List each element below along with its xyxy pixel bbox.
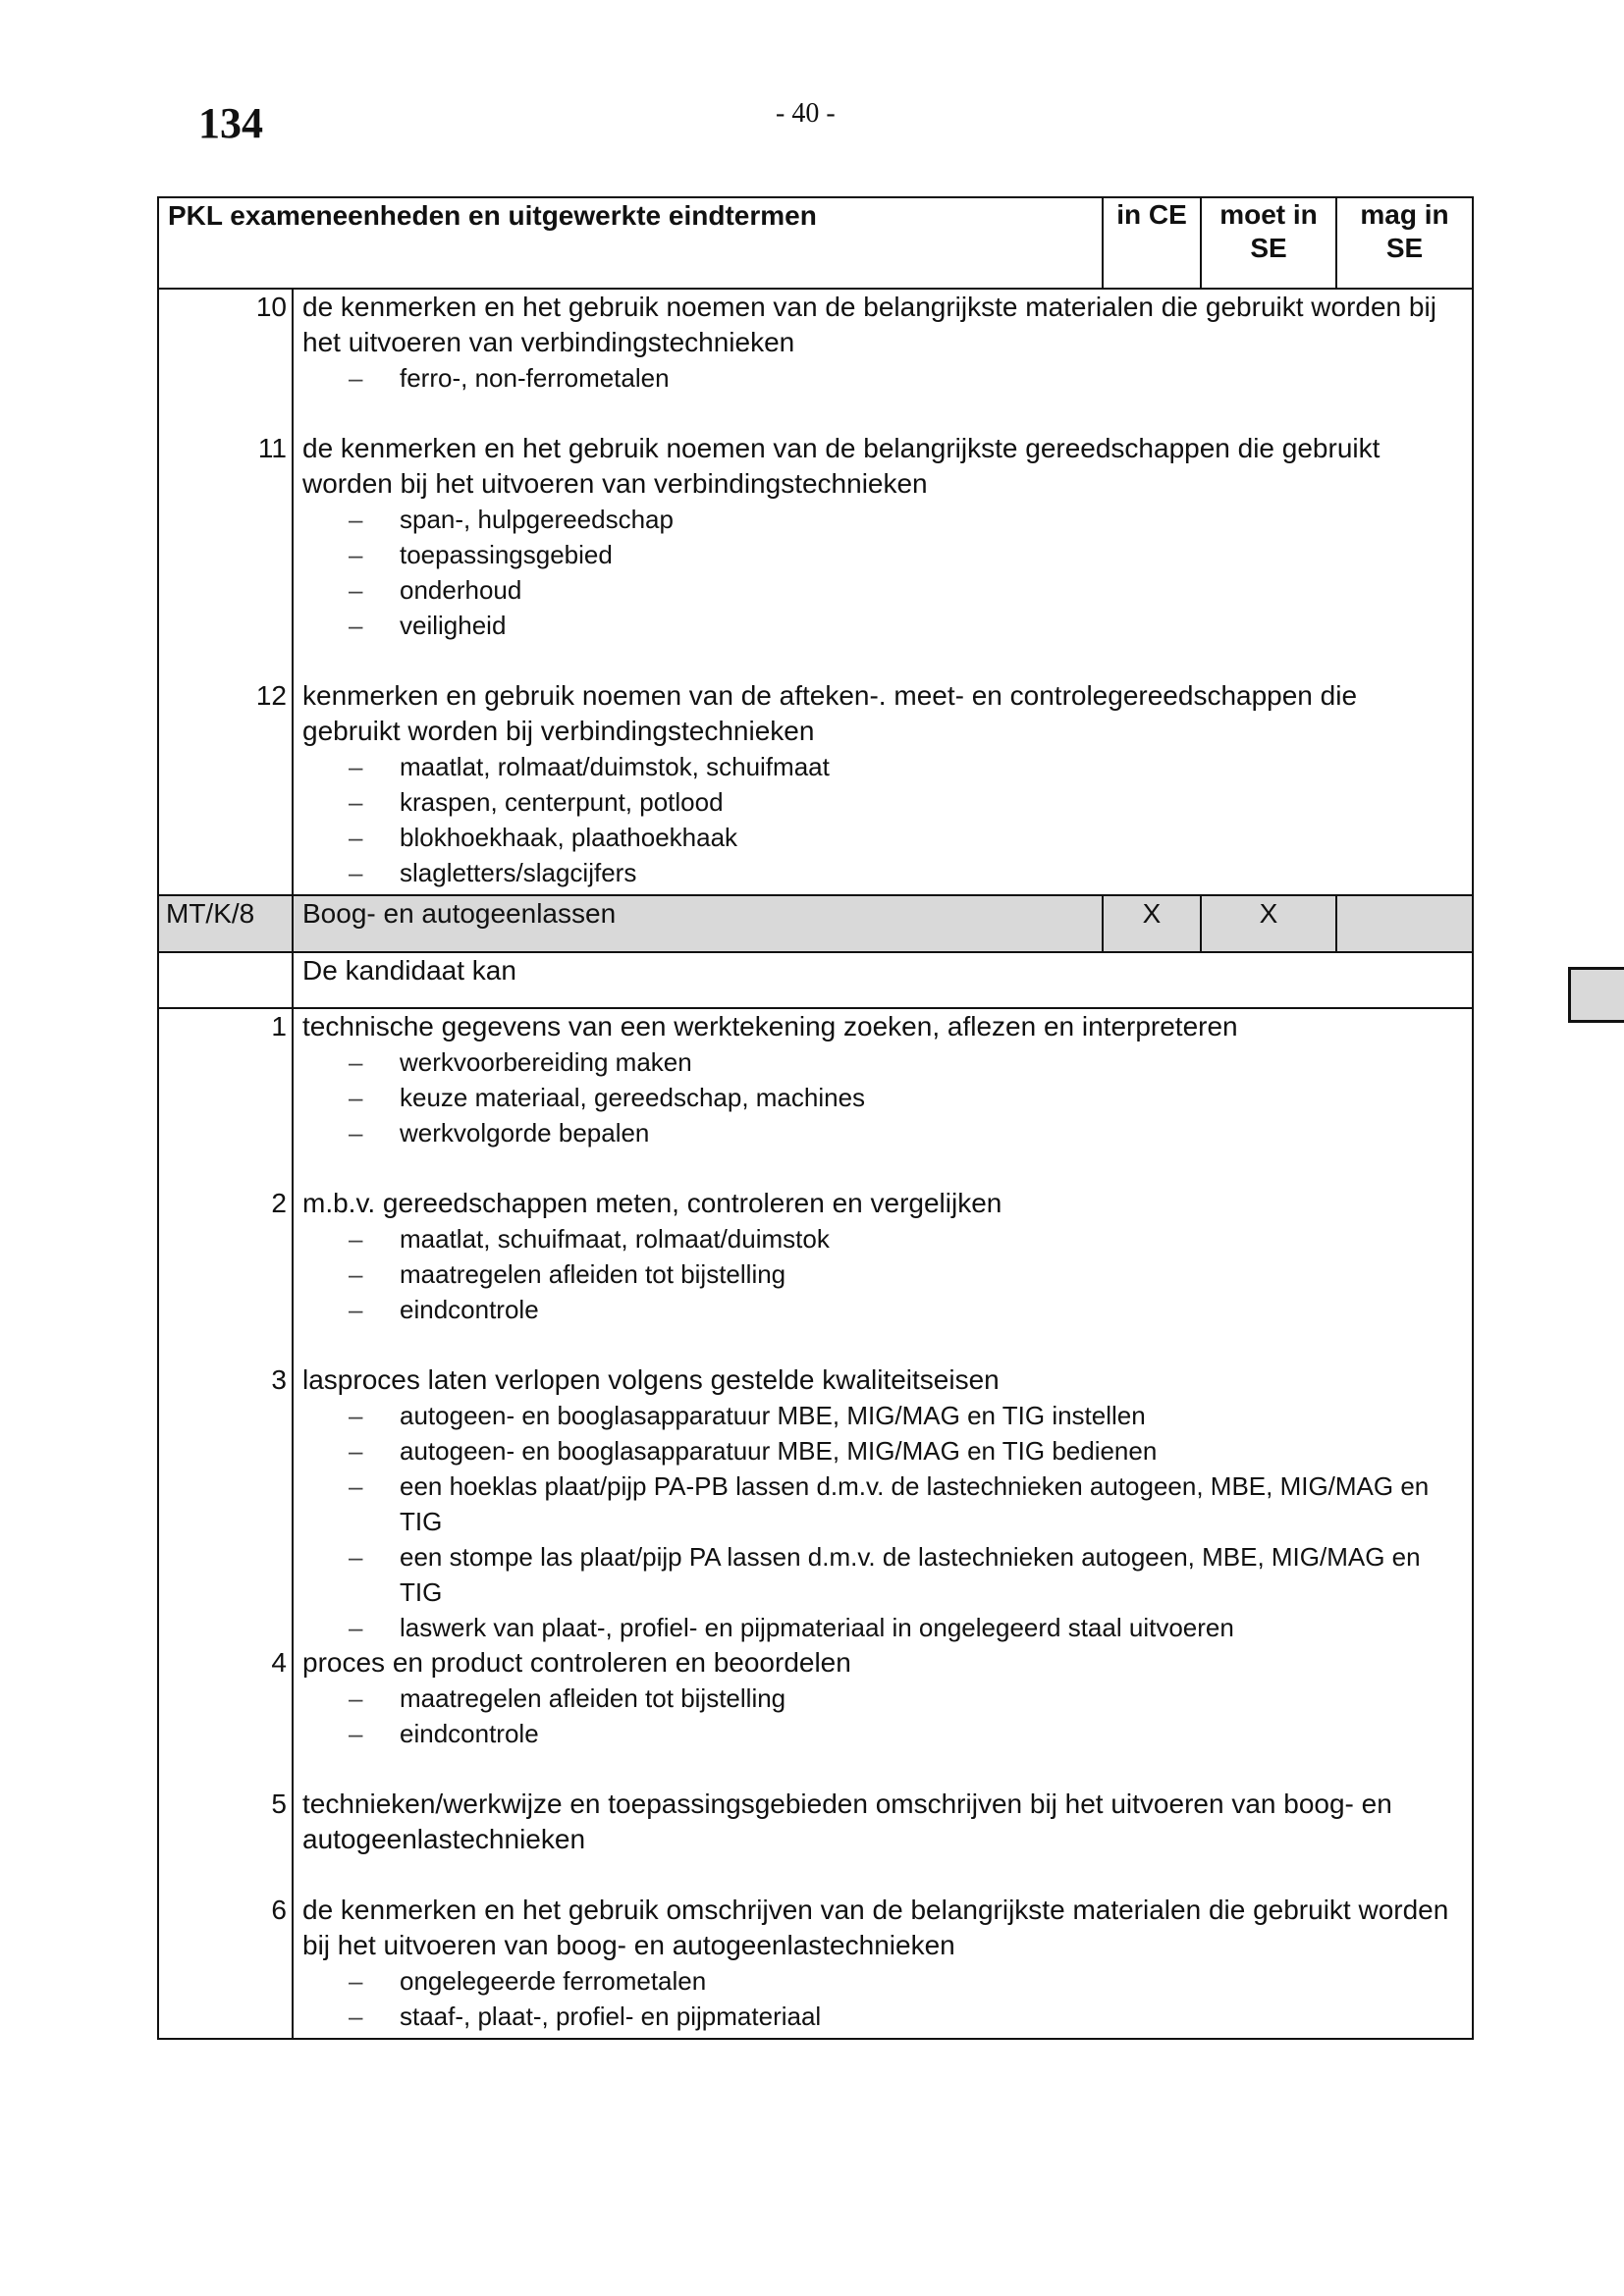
item-text: de kenmerken en het gebruik noemen van de belangrijkste gereedschappen die gebruikt worden bij het uitvoeren van verbindingstechnieken <box>302 433 1380 499</box>
item-number: 11 <box>257 433 287 463</box>
item-number: 6 <box>271 1895 287 1925</box>
sub-item-text: laswerk van plaat-, profiel- en pijpmateriaal in ongelegeerd staal uitvoeren <box>400 1613 1234 1642</box>
item-text: m.b.v. gereedschappen meten, controleren en vergelijken <box>302 1188 1002 1218</box>
list-item <box>271 1009 1462 1150</box>
sub-item-text: een hoeklas plaat/pijp PA-PB lassen d.m.v. de lastechnieken autogeen, MBE, MIG/MAG en TIG <box>400 1471 1430 1536</box>
col-header-mag-line1: mag in <box>1360 199 1449 230</box>
intro-text: De kandidaat kan <box>293 952 1473 1008</box>
sub-item-text: blokhoekhaak, plaathoekhaak <box>400 823 738 852</box>
sub-item-text: toepassingsgebied <box>400 540 613 569</box>
sub-item-text: ongelegeerde ferrometalen <box>400 1966 707 1996</box>
sub-item-text: eindcontrole <box>400 1295 539 1324</box>
sub-item <box>302 1080 1462 1115</box>
sub-list <box>302 749 1462 890</box>
sub-item-text: slagletters/slagcijfers <box>400 858 637 887</box>
sub-item-text: kraspen, centerpunt, potlood <box>400 787 724 817</box>
item-number: 1 <box>271 1011 287 1041</box>
list-item <box>271 1362 1462 1645</box>
sub-item-text: keuze materiaal, gereedschap, machines <box>400 1083 866 1112</box>
table-header-row <box>158 197 1473 289</box>
col-header-moet-line1: moet in <box>1219 199 1318 230</box>
sub-item <box>302 360 1462 396</box>
sub-item-text: ferro-, non-ferrometalen <box>400 363 670 393</box>
sub-item <box>302 1221 1462 1256</box>
dash-bullet-icon: – <box>349 1613 363 1642</box>
dash-bullet-icon: – <box>349 505 363 534</box>
sub-item-text: span-, hulpgereedschap <box>400 505 674 534</box>
dash-bullet-icon: – <box>349 1471 363 1501</box>
sub-item-text: staaf-, plaat-, profiel- en pijpmateriaal <box>400 2002 822 2031</box>
item-text: lasproces laten verlopen volgens gestelde kwaliteitseisen <box>302 1364 1000 1395</box>
intro-row <box>158 952 1473 1008</box>
sub-list <box>302 1681 1462 1751</box>
sub-item <box>302 502 1462 537</box>
unit-mag-in-se-mark <box>1336 895 1473 952</box>
item-number: 3 <box>271 1364 287 1395</box>
list-item <box>271 1893 1462 2034</box>
dash-bullet-icon: – <box>349 1683 363 1713</box>
sub-item-text: veiligheid <box>400 611 507 640</box>
sub-list <box>302 502 1462 643</box>
sub-item-text: werkvoorbereiding maken <box>400 1047 692 1077</box>
dash-bullet-icon: – <box>349 1719 363 1748</box>
section-b-content <box>271 1008 1473 2039</box>
item-number: 4 <box>271 1647 287 1678</box>
sub-item-text: maatregelen afleiden tot bijstelling <box>400 1683 786 1713</box>
sub-item <box>302 608 1462 643</box>
section-a-content <box>255 289 1473 895</box>
sub-item-text: autogeen- en booglasapparatuur MBE, MIG/MAG en TIG instellen <box>400 1401 1146 1430</box>
col-header-moet-in-se <box>1201 197 1336 289</box>
list-item <box>271 1787 1462 1857</box>
dash-bullet-icon: – <box>349 1542 363 1572</box>
sub-item <box>302 1044 1462 1080</box>
sub-item-text: een stompe las plaat/pijp PA lassen d.m.v. de lastechnieken autogeen, MBE, MIG/MAG en TIG <box>400 1542 1421 1607</box>
intro-number-cell <box>158 952 293 1008</box>
item-number: 12 <box>255 680 287 711</box>
sub-item-text: maatlat, rolmaat/duimstok, schuifmaat <box>400 752 830 781</box>
number-column <box>158 289 293 895</box>
side-thumb-tab <box>1568 967 1624 1023</box>
dash-bullet-icon: – <box>349 1224 363 1254</box>
page-number: 134 <box>198 99 263 147</box>
dash-bullet-icon: – <box>349 1401 363 1430</box>
col-header-moet-line2: SE <box>1250 233 1287 263</box>
dash-bullet-icon: – <box>349 1118 363 1148</box>
sub-list <box>302 1398 1462 1645</box>
sub-item <box>302 1610 1462 1645</box>
col-header-in-ce: in CE <box>1103 197 1201 289</box>
dash-bullet-icon: – <box>349 363 363 393</box>
unit-in-ce-mark: X <box>1103 895 1201 952</box>
dash-bullet-icon: – <box>349 1083 363 1112</box>
list-item <box>257 431 1462 643</box>
item-text: kenmerken en gebruik noemen van de afteken-. meet- en controlegereedschappen die gebruikt worden bij verbindingstechnieken <box>302 680 1358 746</box>
dash-bullet-icon: – <box>349 1295 363 1324</box>
table-title: PKL exameneenheden en uitgewerkte eindtermen <box>158 197 1103 289</box>
dash-bullet-icon: – <box>349 575 363 605</box>
unit-moet-in-se-mark: X <box>1201 895 1336 952</box>
item-text: de kenmerken en het gebruik noemen van de belangrijkste materialen die gebruikt worden bij het uitvoeren van verbindingstechnieken <box>302 292 1436 357</box>
item-number: 2 <box>271 1188 287 1218</box>
sub-item <box>302 1433 1462 1468</box>
number-column <box>158 1008 293 2039</box>
sub-item <box>302 784 1462 820</box>
item-text: technieken/werkwijze en toepassingsgebieden omschrijven bij het uitvoeren van boog- en autogeenlastechnieken <box>302 1789 1392 1854</box>
dash-bullet-icon: – <box>349 858 363 887</box>
list-item <box>255 678 1462 890</box>
sub-item <box>302 1256 1462 1292</box>
dash-bullet-icon: – <box>349 1259 363 1289</box>
sub-list <box>302 1221 1462 1327</box>
sub-item-text: werkvolgorde bepalen <box>400 1118 650 1148</box>
dash-bullet-icon: – <box>349 823 363 852</box>
list-item <box>271 1186 1462 1327</box>
sub-list <box>302 1044 1462 1150</box>
unit-row <box>158 895 1473 952</box>
sub-item <box>302 1468 1462 1539</box>
sub-item <box>302 1999 1462 2034</box>
sub-item <box>302 1963 1462 1999</box>
sub-list <box>302 360 1462 396</box>
sub-list <box>302 1963 1462 2034</box>
sub-item-text: maatregelen afleiden tot bijstelling <box>400 1259 786 1289</box>
dash-bullet-icon: – <box>349 787 363 817</box>
dash-bullet-icon: – <box>349 1047 363 1077</box>
sub-item <box>302 1292 1462 1327</box>
sub-item-text: onderhoud <box>400 575 522 605</box>
item-number: 5 <box>271 1789 287 1819</box>
col-header-mag-line2: SE <box>1385 233 1424 263</box>
unit-name: Boog- en autogeenlassen <box>293 895 1103 952</box>
sub-item <box>302 855 1462 890</box>
dash-bullet-icon: – <box>349 540 363 569</box>
dash-bullet-icon: – <box>349 2002 363 2031</box>
list-item <box>271 1645 1462 1751</box>
section-b-row <box>158 1008 1473 2039</box>
dash-bullet-icon: – <box>349 611 363 640</box>
sub-item <box>302 572 1462 608</box>
sub-item <box>302 1115 1462 1150</box>
sub-item-text: autogeen- en booglasapparatuur MBE, MIG/MAG en TIG bedienen <box>400 1436 1158 1466</box>
item-number: 10 <box>255 292 287 322</box>
sub-item-text: maatlat, schuifmaat, rolmaat/duimstok <box>400 1224 830 1254</box>
dash-bullet-icon: – <box>349 1436 363 1466</box>
item-text: proces en product controleren en beoordelen <box>302 1647 851 1678</box>
col-header-mag-in-se <box>1336 197 1473 289</box>
item-text: de kenmerken en het gebruik omschrijven van de belangrijkste materialen die gebruikt worden bij het uitvoeren van boog- en autogeenlastechnieken <box>302 1895 1449 1960</box>
sub-item <box>302 1681 1462 1716</box>
sub-item <box>302 1539 1462 1610</box>
section-a-row <box>158 289 1473 895</box>
sub-item <box>302 820 1462 855</box>
sub-item <box>302 1716 1462 1751</box>
unit-code: MT/K/8 <box>158 895 293 952</box>
section-page-number: - 40 - <box>776 98 836 129</box>
dash-bullet-icon: – <box>349 1966 363 1996</box>
sub-item <box>302 749 1462 784</box>
sub-item <box>302 1398 1462 1433</box>
sub-item <box>302 537 1462 572</box>
exam-units-table <box>157 196 1474 2040</box>
item-text: technische gegevens van een werktekening zoeken, aflezen en interpreteren <box>302 1011 1238 1041</box>
list-item <box>255 290 1462 396</box>
dash-bullet-icon: – <box>349 752 363 781</box>
sub-item-text: eindcontrole <box>400 1719 539 1748</box>
